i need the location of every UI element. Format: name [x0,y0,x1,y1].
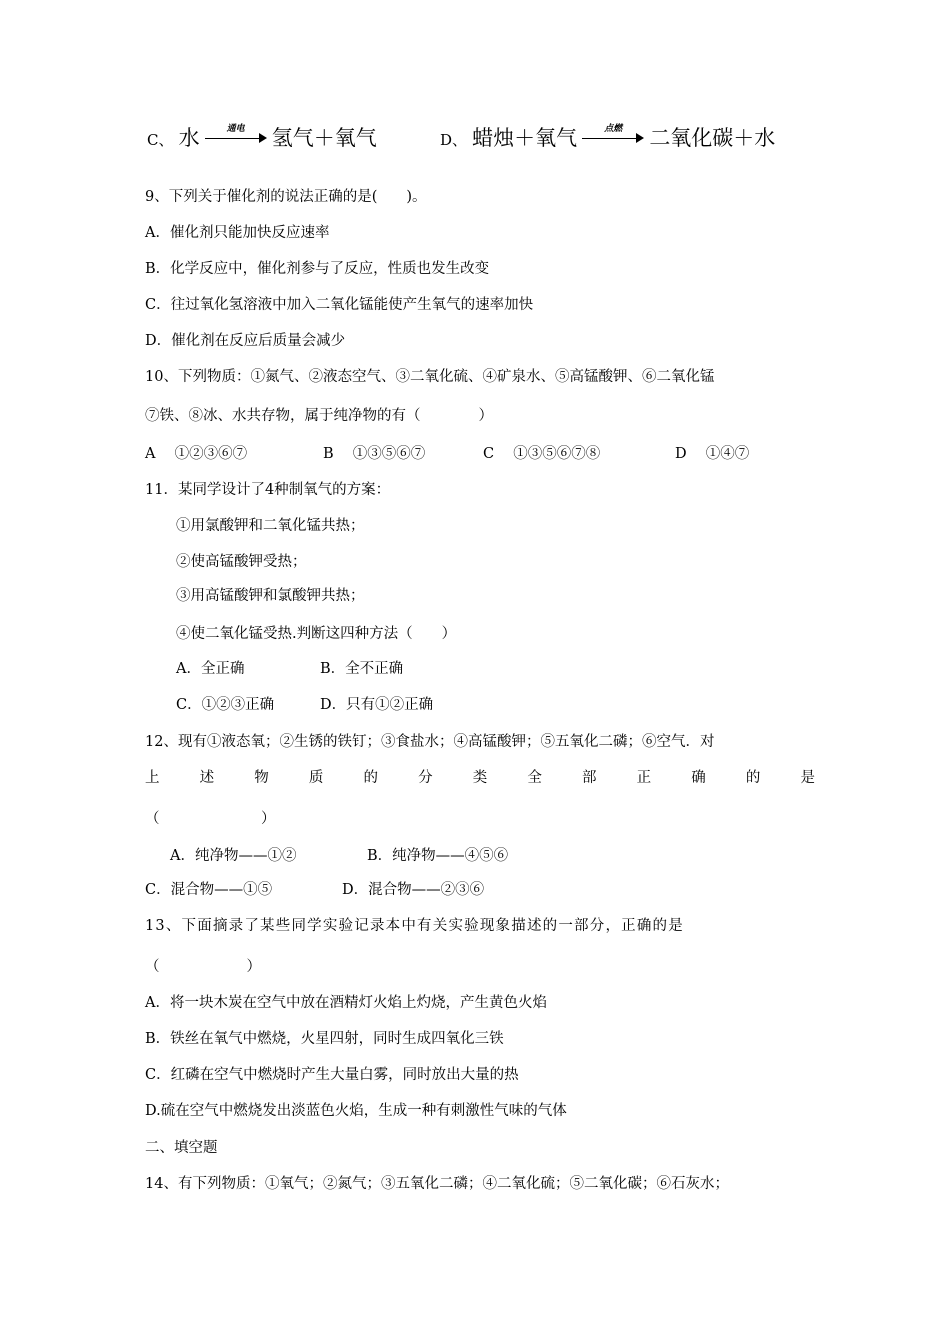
option-b: B．纯净物——④⑤⑥ [367,848,509,864]
question-9-option-d: D．催化剂在反应后质量会减少 [145,333,346,349]
option-d: D ①④⑦ [675,446,750,462]
question-9-option-b: B．化学反应中，催化剂参与了反应，性质也发生改变 [145,261,490,277]
question-11-method-2: ②使高锰酸钾受热； [176,554,307,570]
reaction-arrow-icon [205,124,267,147]
products: 二氧化碳＋水 [649,126,776,150]
question-9-stem: 9、下列关于催化剂的说法正确的是( )。 [145,189,427,205]
option-label: D、 [440,131,468,149]
question-12-stem-line2 [145,767,815,789]
reaction-condition: 点燃 [604,124,623,134]
question-12-stem-char: 正 [636,770,652,786]
section-heading: 二、填空题 [145,1140,218,1156]
reaction-condition: 通电 [226,124,245,134]
question-12-stem-char: 部 [582,770,597,786]
question-11-method-4: ④使二氧化锰受热.判断这四种方法（ ） [176,626,457,642]
option-c: C．①②③正确 [176,697,275,713]
question-9-option-c: C．往过氧化氢溶液中加入二氧化锰能使产生氧气的速率加快 [145,297,534,313]
question-13-option-d: D.硫在空气中燃烧发出淡蓝色火焰，生成一种有刺激性气味的气体 [145,1103,567,1119]
option-c: C ①③⑤⑥⑦⑧ [483,446,601,462]
question-12-stem-char: 质 [308,770,324,786]
option-a: A．全正确 [176,661,245,677]
question-10-stem-line2: ⑦铁、⑧冰、水共存物，属于纯净物的有（ ） [145,408,493,424]
question-12-stem-line1: 12、现有①液态氧；②生锈的铁钉；③食盐水；④高锰酸钾；⑤五氧化二磷；⑥空气．对 [145,734,715,750]
option-b: B ①③⑤⑥⑦ [323,446,426,462]
question-9-option-a: A．催化剂只能加快反应速率 [145,225,330,241]
question-10-stem-line1: 10、下列物质：①氮气、②液态空气、③二氧化硫、④矿泉水、⑤高锰酸钾、⑥二氧化锰 [145,369,715,385]
question-13-answer-paren: （ ） [145,959,261,975]
question-13-option-c: C．红磷在空气中燃烧时产生大量白雾，同时放出大量的热 [145,1067,519,1083]
option-label: C、 [147,131,174,149]
question-13-option-b: B．铁丝在氧气中燃烧，火星四射，同时生成四氧化三铁 [145,1031,504,1047]
question-11-method-3: ③用高锰酸钾和氯酸钾共热； [176,588,365,604]
products: 氢气＋氧气 [271,126,377,150]
question-14-stem: 14、有下列物质：①氧气；②氮气；③五氧化二磷；④二氧化硫；⑤二氧化碳；⑥石灰水； [145,1176,729,1192]
question-12-stem-char: 述 [199,770,215,786]
reactant: 水 [178,126,200,150]
question-12-answer-paren: （ ） [145,811,276,827]
equation-c [147,122,377,152]
equation-d [440,122,775,152]
option-a: A．纯净物——①② [170,848,297,864]
question-12-stem-char: 是 [800,770,815,786]
question-12-stem-char: 物 [254,770,269,786]
reactants: 蜡烛＋氧气 [472,126,578,150]
question-11-stem: 11．某同学设计了4种制氧气的方案： [145,482,391,498]
question-12-stem-char: 的 [363,770,378,786]
question-12-stem-char: 上 [145,770,160,786]
reaction-arrow-icon [582,124,644,147]
question-13-stem: 13、下面摘录了某些同学实验记录本中有关实验现象描述的一部分，正确的是 [145,918,684,934]
question-12-stem-char: 类 [472,770,488,786]
option-a: A ①②③⑥⑦ [145,446,248,462]
question-13-option-a: A．将一块木炭在空气中放在酒精灯火焰上灼烧，产生黄色火焰 [145,995,547,1011]
question-12-stem-char: 分 [418,770,433,786]
option-d: D．只有①②正确 [320,697,434,713]
option-b: B．全不正确 [320,661,404,677]
question-12-stem-char: 的 [745,770,761,786]
option-c: C．混合物——①⑤ [145,882,273,898]
question-11-method-1: ①用氯酸钾和二氧化锰共热； [176,518,365,534]
question-12-stem-char: 全 [527,770,542,786]
option-d: D．混合物——②③⑥ [342,882,485,898]
question-12-stem-char: 确 [691,770,706,786]
